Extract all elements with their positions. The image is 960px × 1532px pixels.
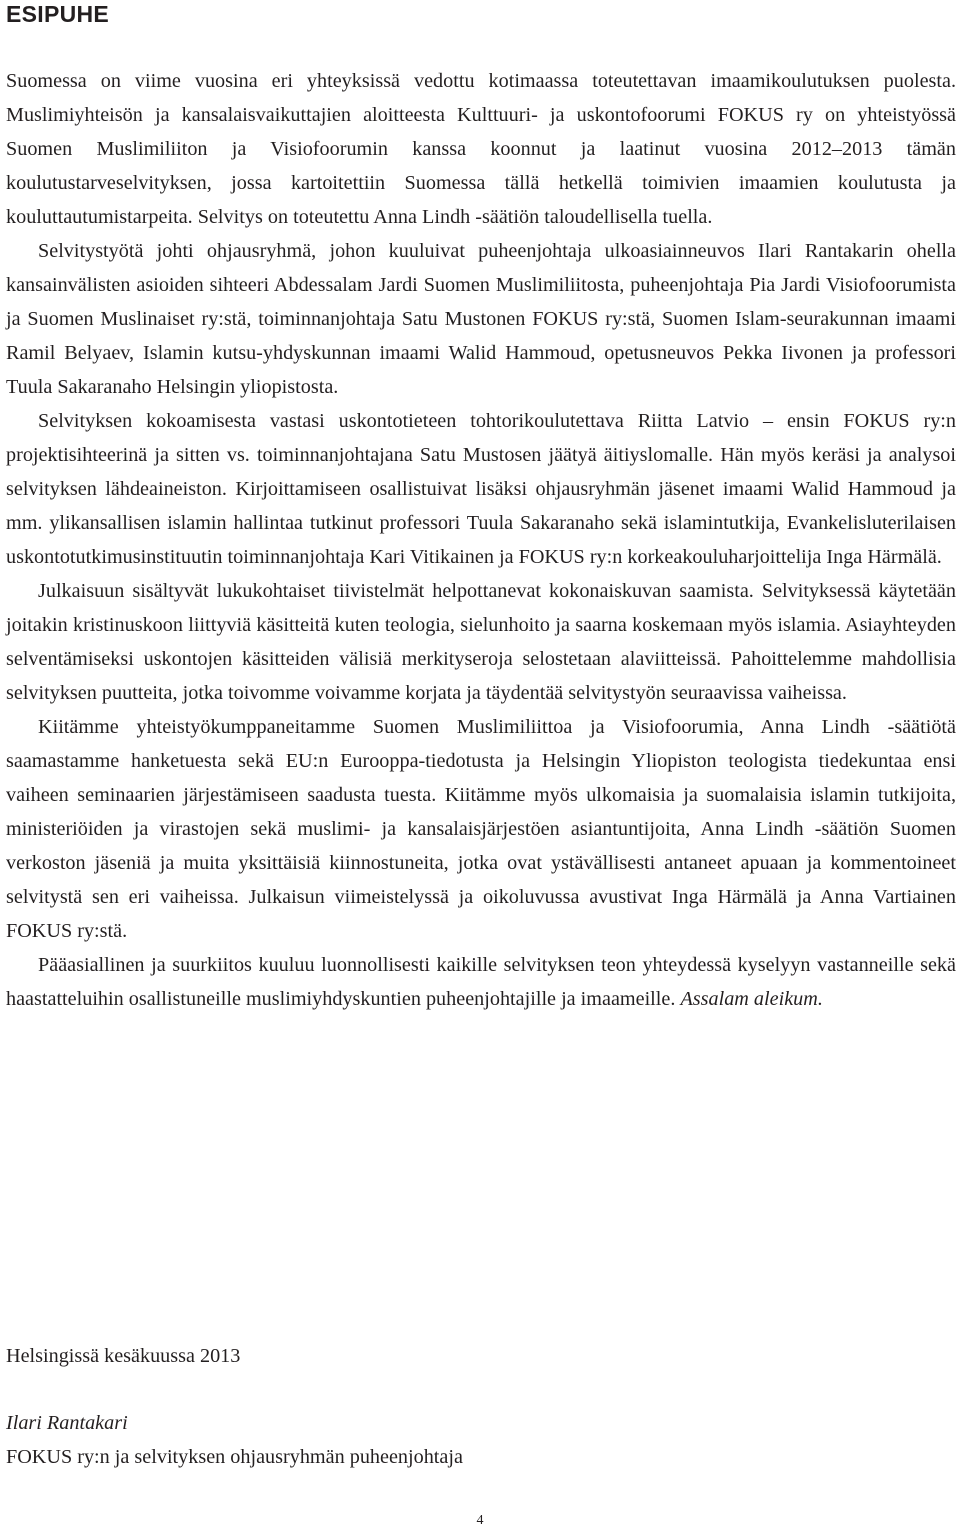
paragraph-steering-group: Selvitystyötä johti ohjausryhmä, johon kuuluivat puheenjohtaja ulkoasiainneuvos Ilari Rantakarin ohella kansainvälisten asioiden sihteeri Abdessalam Jardi Suomen Muslimiliitosta, puheenjohtaja Pia Jardi Visiofoorumista ja Suomen Muslinaiset ry:stä, toiminnanjohtaja Satu Mustonen FOKUS ry:stä, Suomen Islam-seurakunnan imaami Ramil Belyaev, Islamin kutsu-yhdyskunnan imaami Walid Hammoud, opetusneuvos Pekka Iivonen ja professori Tuula Sakaranaho Helsingin yliopistosta. xyxy=(6,240,956,398)
place-date: Helsingissä kesäkuussa 2013 xyxy=(6,1345,241,1367)
final-thanks-text: Pääasiallinen ja suurkiitos kuuluu luonnollisesti kaikille selvityksen teon yhteydessä kyselyyn vastanneille sekä haastatteluihin osallistuneille muslimiyhdyskuntien puheenjohtajille ja imaameille. xyxy=(6,954,956,1010)
body-text xyxy=(6,64,956,1016)
signature-name: Ilari Rantakari xyxy=(6,1412,128,1434)
paragraph-summaries: Julkaisuun sisältyvät lukukohtaiset tiivistelmät helpottanevat kokonaiskuvan saamista. Selvityksessä käytetään joitakin kristinuskoon liittyviä käsitteitä kuten teologia, sielunhoito ja saarna koskemaan myös islamia. Asiayhteyden selventämiseksi uskontojen käsitteiden välisiä merkityseroja selostetaan alaviitteissä. Pahoittelemme mahdollisia selvityksen puutteita, jotka toivomme voivamme korjata ja täydentää selvitystyön seuraavissa vaiheissa. xyxy=(6,580,956,704)
page-title: ESIPUHE xyxy=(6,1,110,27)
page-number: 4 xyxy=(476,1513,484,1528)
paragraph-thanks: Kiitämme yhteistyökumppaneitamme Suomen Muslimiliittoa ja Visiofoorumia, Anna Lindh -säätiötä saamastamme hanketuesta sekä EU:n Eurooppa-tiedotusta ja Helsingin Yliopiston teologista tiedekuntaa ensi vaiheen seminaarien järjestämiseen saadusta tuesta. Kiitämme myös ulkomaisia ja suomalaisia islamin tutkijoita, ministeriöiden ja virastojen sekä muslimi- ja kansalaisjärjestöen asiantuntijoita, Anna Lindh -säätiön Suomen verkoston jäseniä ja muita yksittäisiä kiinnostuneita, jotka ovat ystävällisesti antaneet apuaan ja kommentoineet selvitystä sen eri vaiheissa. Julkaisun viimeistelyssä ja oikoluvussa avustivat Inga Härmälä ja Anna Vartiainen FOKUS ry:stä. xyxy=(6,716,956,942)
paragraph-compilation: Selvityksen kokoamisesta vastasi uskontotieteen tohtorikoulutettava Riitta Latvio – ensin FOKUS ry:n projektisihteerinä ja sitten vs. toiminnanjohtajana Satu Mustosen jäätyä äitiyslomalle. Hän myös keräsi ja analysoi selvityksen lähdeaineiston. Kirjoittamiseen osallistuivat lisäksi ohjausryhmän jäsenet imaami Walid Hammoud ja mm. ylikansallisen islamin hallintaa tutkinut professori Tuula Sakaranaho sekä islamintutkija, Evankelisluterilaisen uskontotutkimusinstituutin toiminnanjohtaja Kari Vitikainen ja FOKUS ry:n korkeakouluharjoittelija Inga Härmälä. xyxy=(6,410,956,568)
paragraph-final-thanks xyxy=(6,948,956,1016)
closing-greeting: Assalam aleikum. xyxy=(680,988,823,1010)
paragraph-intro: Suomessa on viime vuosina eri yhteyksissä vedottu kotimaassa toteutettavan imaamikoulutuksen puolesta. Muslimiyhteisön ja kansalaisvaikuttajien aloitteesta Kulttuuri- ja uskontofoorumi FOKUS ry on yhteistyössä Suomen Muslimiliiton ja Visiofoorumin kanssa koonnut ja laatinut vuosina 2012–2013 tämän koulutustarveselvityksen, jossa kartoitettiin Suomessa tällä hetkellä toimivien imaamien koulutusta ja kouluttautumistarpeita. Selvitys on toteutettu Anna Lindh -säätiön taloudellisella tuella. xyxy=(6,70,956,228)
signature-title: FOKUS ry:n ja selvityksen ohjausryhmän puheenjohtaja xyxy=(6,1446,463,1468)
